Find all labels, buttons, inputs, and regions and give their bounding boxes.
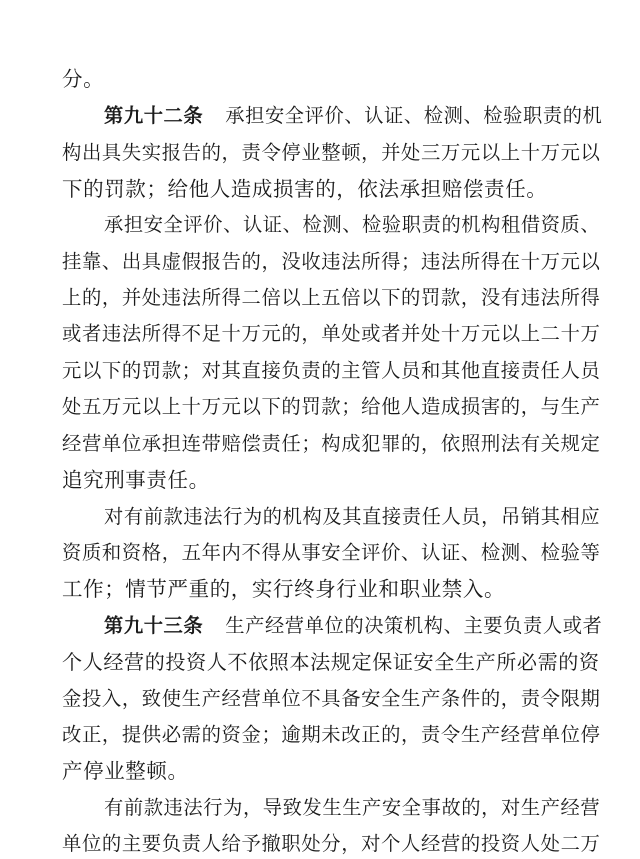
text-line: 个人经营的投资人不依照本法规定保证安全生产所必需的资 bbox=[62, 650, 600, 674]
text-line: 单位的主要负责人给予撤职处分，对个人经营的投资人处二万 bbox=[62, 832, 601, 855]
text-line: 追究刑事责任。 bbox=[62, 468, 210, 492]
text-line: 有前款违法行为，导致发生生产安全事故的，对生产经营 bbox=[104, 796, 601, 819]
text-segment: 生产经营单位的决策机构、主要负责人或者 bbox=[225, 614, 603, 637]
article-heading-line bbox=[104, 611, 602, 641]
text-line: 经营单位承担连带赔偿责任；构成犯罪的，依照刑法有关规定 bbox=[62, 432, 601, 455]
text-line: 分。 bbox=[62, 67, 105, 91]
text-line: 金投入，致使生产经营单位不具备安全生产条件的，责令限期 bbox=[62, 687, 601, 710]
text-line: 改正，提供必需的资金；逾期未改正的，责令生产经营单位停 bbox=[62, 723, 601, 746]
text-line: 下的罚款；给他人造成损害的，依法承担赔偿责任。 bbox=[62, 177, 548, 201]
text-line: 挂靠、出具虚假报告的，没收违法所得；违法所得在十万元以 bbox=[62, 250, 601, 273]
article-heading-line bbox=[104, 101, 602, 131]
text-line: 承担安全评价、认证、检测、检验职责的机构租借资质、 bbox=[104, 213, 601, 236]
text-line: 或者违法所得不足十万元的，单处或者并处十万元以上二十万 bbox=[62, 322, 601, 345]
text-segment: 承担安全评价、认证、检测、检验职责的机 bbox=[225, 104, 603, 127]
article-number: 第九十二条 bbox=[104, 104, 204, 127]
text-line: 元以下的罚款；对其直接负责的主管人员和其他直接责任人员 bbox=[62, 359, 601, 382]
text-line: 对有前款违法行为的机构及其直接责任人员，吊销其相应 bbox=[104, 505, 601, 528]
text-line: 产停业整顿。 bbox=[62, 759, 189, 783]
text-line: 构出具失实报告的，责令停业整顿，并处三万元以上十万元以 bbox=[62, 141, 601, 164]
text-line: 工作；情节严重的，实行终身行业和职业禁入。 bbox=[62, 577, 506, 601]
text-line: 处五万元以上十万元以下的罚款；给他人造成损害的，与生产 bbox=[62, 395, 601, 418]
text-line: 上的，并处违法所得二倍以上五倍以下的罚款，没有违法所得 bbox=[62, 286, 601, 309]
article-number: 第九十三条 bbox=[104, 614, 204, 637]
text-line: 资质和资格，五年内不得从事安全评价、认证、检测、检验等 bbox=[62, 541, 601, 564]
